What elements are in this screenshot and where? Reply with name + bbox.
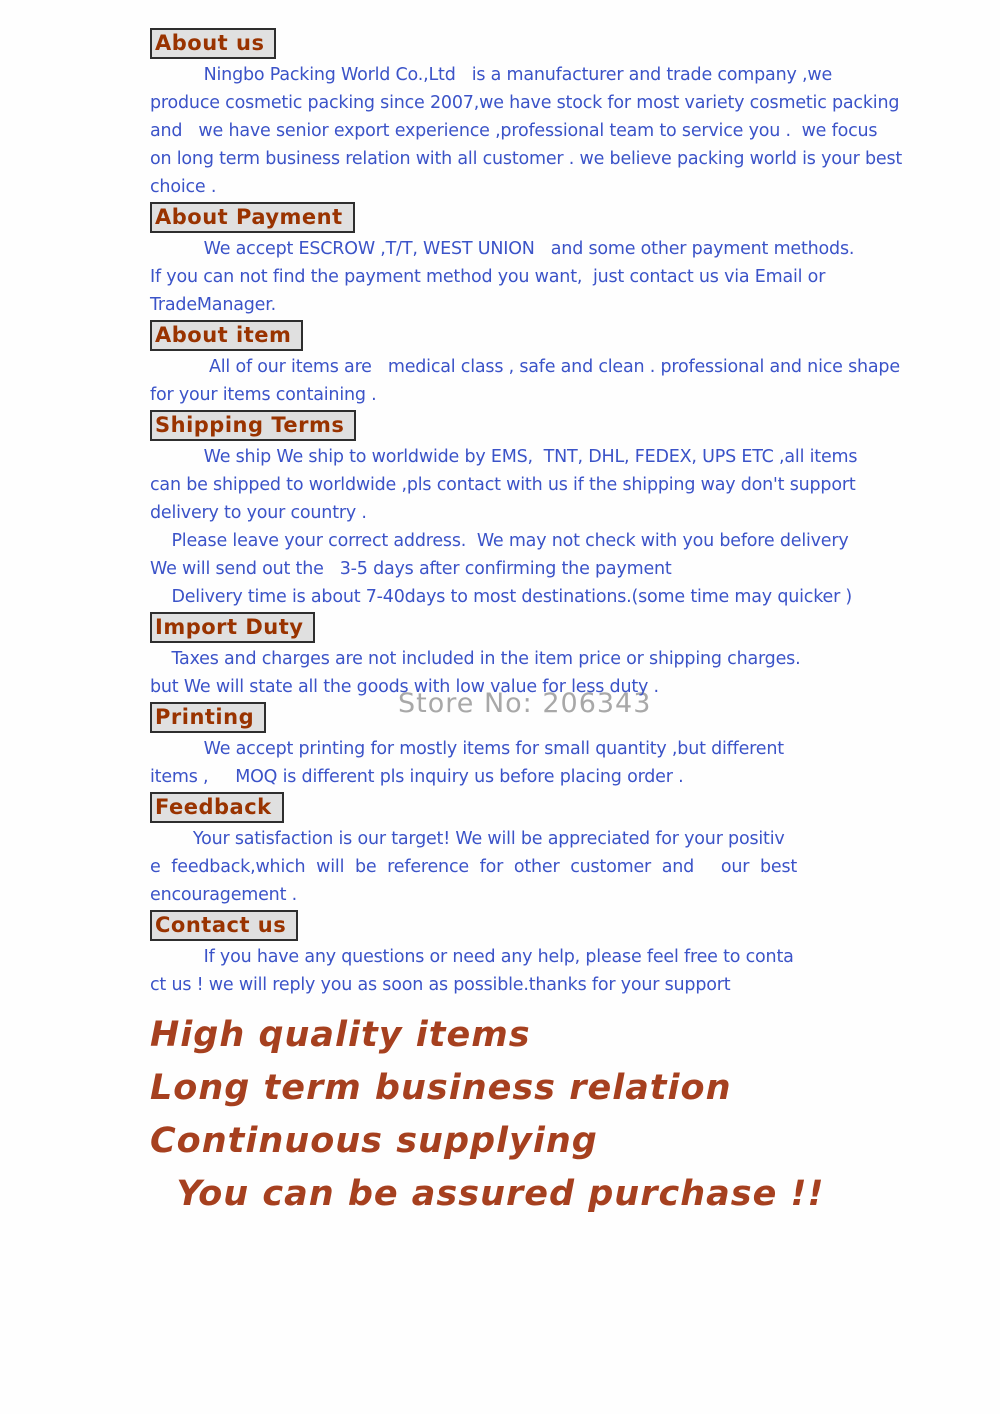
section-heading-about-payment: About Payment xyxy=(150,202,355,233)
store-number-watermark: Store No: 206343 xyxy=(398,688,652,719)
section-heading-import-duty: Import Duty xyxy=(150,612,315,643)
section-feedback xyxy=(150,791,970,909)
body-line: We ship We ship to worldwide by EMS, TNT, DHL, FEDEX, UPS ETC ,all items xyxy=(150,447,858,467)
body-line: but We will state all the goods with low value for less duty . xyxy=(150,677,659,697)
section-heading-about-item: About item xyxy=(150,320,303,351)
body-line: Please leave your correct address. We may not check with you before delivery xyxy=(150,531,849,551)
section-about-us xyxy=(150,27,970,201)
body-line: Ningbo Packing World Co.,Ltd is a manufacturer and trade company ,we xyxy=(150,65,833,85)
body-line: Delivery time is about 7-40days to most destinations.(some time may quicker ) xyxy=(150,587,853,607)
body-line: Your satisfaction is our target! We will be appreciated for your positiv xyxy=(150,829,785,849)
body-line: choice . xyxy=(150,177,217,197)
section-heading-feedback: Feedback xyxy=(150,792,284,823)
body-line: TradeManager. xyxy=(150,295,276,315)
slogan-line: Continuous supplying xyxy=(150,1121,598,1161)
body-line: produce cosmetic packing since 2007,we have stock for most variety cosmetic packing xyxy=(150,93,900,113)
section-heading-printing: Printing xyxy=(150,702,266,733)
body-line: on long term business relation with all customer . we believe packing world is your best xyxy=(150,149,903,169)
slogan-line: You can be assured purchase !! xyxy=(150,1174,825,1214)
body-line: e feedback,which will be reference for other customer and our best xyxy=(150,857,798,877)
section-heading-contact-us: Contact us xyxy=(150,910,298,941)
section-import-duty xyxy=(150,611,970,701)
body-line: delivery to your country . xyxy=(150,503,367,523)
slogan-block xyxy=(150,1009,970,1221)
body-line: items , MOQ is different pls inquiry us before placing order . xyxy=(150,767,684,787)
body-line: We accept ESCROW ,T/T, WEST UNION and some other payment methods. xyxy=(150,239,855,259)
body-line: All of our items are medical class , safe and clean . professional and nice shape xyxy=(150,357,900,377)
section-about-payment xyxy=(150,201,970,319)
slogan-line: High quality items xyxy=(150,1015,531,1055)
body-line: and we have senior export experience ,professional team to service you . we focus xyxy=(150,121,878,141)
body-line: ct us ! we will reply you as soon as possible.thanks for your support xyxy=(150,975,731,995)
section-contact-us xyxy=(150,909,970,999)
body-line: If you can not find the payment method you want, just contact us via Email or xyxy=(150,267,826,287)
body-line: Taxes and charges are not included in the item price or shipping charges. xyxy=(150,649,801,669)
section-heading-about-us: About us xyxy=(150,28,276,59)
slogan-line: Long term business relation xyxy=(150,1068,732,1108)
body-line: We will send out the 3-5 days after confirming the payment xyxy=(150,559,672,579)
section-heading-shipping-terms: Shipping Terms xyxy=(150,410,356,441)
section-shipping-terms xyxy=(150,409,970,611)
body-line: for your items containing . xyxy=(150,385,377,405)
body-line: can be shipped to worldwide ,pls contact with us if the shipping way don't support xyxy=(150,475,856,495)
section-printing xyxy=(150,701,970,791)
body-line: We accept printing for mostly items for small quantity ,but different xyxy=(150,739,784,759)
body-line: encouragement . xyxy=(150,885,297,905)
body-line: If you have any questions or need any help, please feel free to conta xyxy=(150,947,794,967)
section-about-item xyxy=(150,319,970,409)
